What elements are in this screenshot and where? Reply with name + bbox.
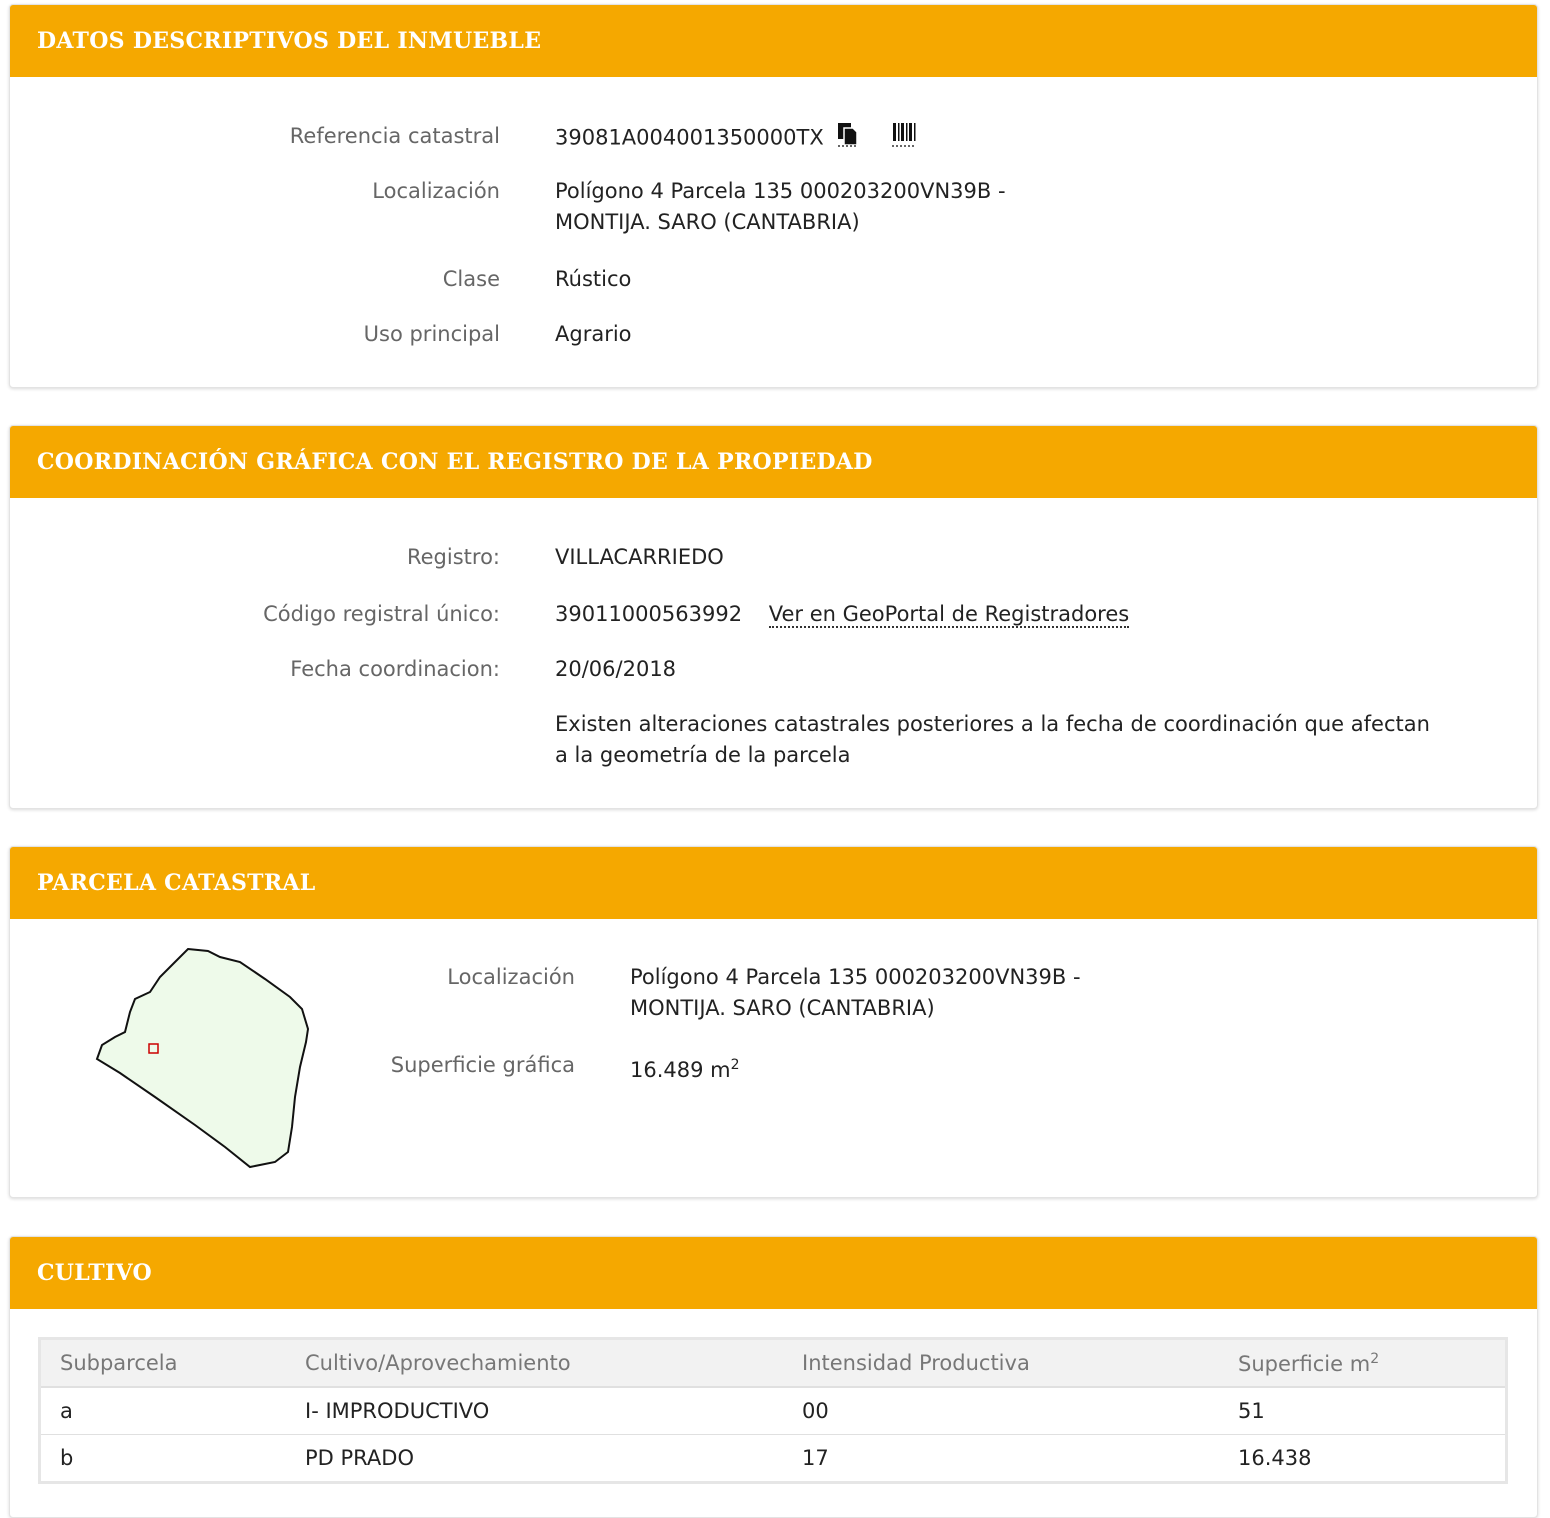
panel-title: CULTIVO	[10, 1237, 1537, 1309]
alteraciones-note-line2: a la geometría de la parcela	[555, 743, 851, 767]
table-cell: b	[40, 1435, 287, 1483]
registro-label: Registro:	[406, 545, 500, 569]
table-cell: 51	[1219, 1387, 1507, 1435]
localizacion-line1: Polígono 4 Parcela 135 000203200VN39B -	[555, 179, 1006, 203]
table-row	[40, 1387, 1507, 1435]
panel-title: COORDINACIÓN GRÁFICA CON EL REGISTRO DE LA PROPIEDAD	[10, 426, 1537, 498]
clase-value: Rústico	[555, 267, 632, 291]
table-cell: a	[40, 1387, 287, 1435]
superficie-grafica-value	[630, 1050, 740, 1086]
parcela-localizacion-line1: Polígono 4 Parcela 135 000203200VN39B -	[630, 965, 1081, 989]
header-superficie	[1219, 1339, 1507, 1388]
table-cell: I- IMPRODUCTIVO	[286, 1387, 783, 1435]
registro-value: VILLACARRIEDO	[555, 545, 724, 569]
header-superficie-text: Superficie m	[1238, 1351, 1371, 1376]
parcel-map[interactable]	[80, 937, 340, 1177]
table-header-row	[40, 1339, 1507, 1388]
parcela-catastral-panel	[9, 846, 1538, 1198]
localizacion-label: Localización	[372, 179, 500, 203]
table-cell: 16.438	[1219, 1435, 1507, 1483]
ref-catastral-value	[555, 121, 917, 156]
panel-title: DATOS DESCRIPTIVOS DEL INMUEBLE	[10, 5, 1537, 77]
localizacion-line2: MONTIJA. SARO (CANTABRIA)	[555, 210, 860, 234]
codigo-registral-value	[555, 599, 1129, 630]
copy-icon[interactable]	[836, 121, 860, 156]
codigo-registral-label: Código registral único:	[263, 602, 500, 626]
geoportal-link[interactable]: Ver en GeoPortal de Registradores	[768, 602, 1130, 626]
superficie-exponent: 2	[730, 1057, 740, 1073]
header-intensidad: Intensidad Productiva	[783, 1339, 1219, 1388]
uso-principal-value: Agrario	[555, 322, 632, 346]
cultivo-panel	[9, 1236, 1538, 1518]
parcela-localizacion-line2: MONTIJA. SARO (CANTABRIA)	[630, 996, 935, 1020]
ref-catastral-text: 39081A004001350000TX	[555, 125, 824, 150]
panel-title: PARCELA CATASTRAL	[10, 847, 1537, 919]
clase-label: Clase	[442, 267, 500, 291]
parcela-localizacion-label: Localización	[447, 965, 575, 989]
fecha-coordinacion-label: Fecha coordinacion:	[290, 657, 500, 681]
header-cultivo: Cultivo/Aprovechamiento	[286, 1339, 783, 1388]
uso-principal-label: Uso principal	[363, 322, 500, 346]
header-superficie-exponent: 2	[1370, 1350, 1380, 1367]
parcel-outline	[97, 949, 308, 1167]
cultivo-table	[38, 1337, 1508, 1484]
ref-catastral-label: Referencia catastral	[289, 124, 500, 148]
superficie-grafica-number: 16.489 m	[630, 1058, 731, 1082]
table-row	[40, 1435, 1507, 1483]
barcode-icon[interactable]	[891, 121, 917, 156]
superficie-grafica-label: Superficie gráfica	[390, 1053, 575, 1077]
table-cell: PD PRADO	[286, 1435, 783, 1483]
datos-descriptivos-panel	[9, 4, 1538, 388]
codigo-registral-text: 39011000563992	[555, 602, 743, 626]
fecha-coordinacion-value: 20/06/2018	[555, 657, 677, 681]
coordinacion-panel	[9, 425, 1538, 809]
table-cell: 00	[783, 1387, 1219, 1435]
alteraciones-note-line1: Existen alteraciones catastrales posteriores a la fecha de coordinación que afectan	[555, 712, 1430, 736]
table-cell: 17	[783, 1435, 1219, 1483]
header-subparcela: Subparcela	[40, 1339, 287, 1388]
